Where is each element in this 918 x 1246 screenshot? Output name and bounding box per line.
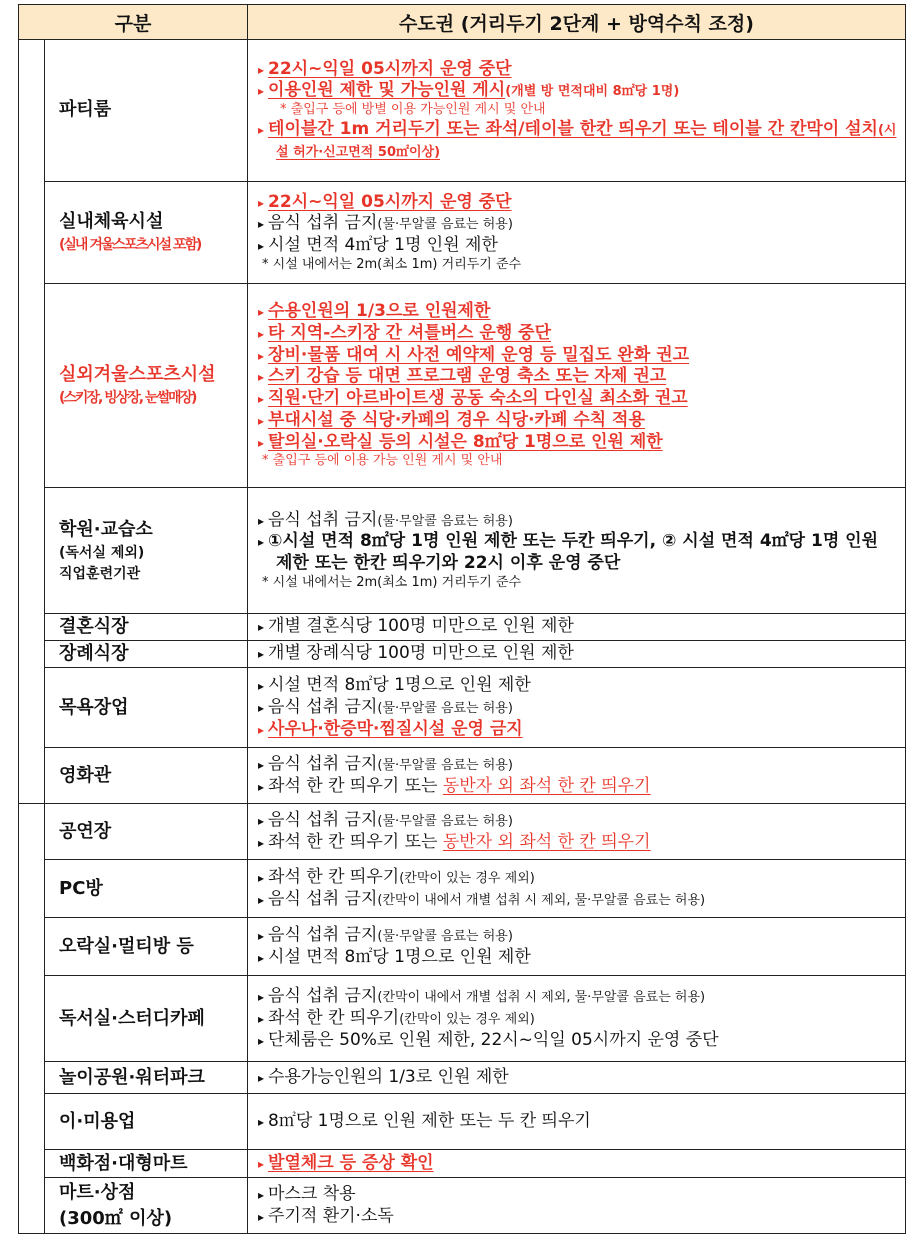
rule-line: ▸ 장비·물품 대여 시 사전 예약제 운영 등 밀집도 완화 권고	[258, 344, 690, 365]
category-name: PC방	[45, 860, 248, 918]
category-name: 학원·교습소 (독서실 제외) 직업훈련기관	[45, 488, 248, 614]
rule-line: ▸ 좌석 한 칸 띄우기 또는 동반자 외 좌석 한 칸 띄우기	[258, 831, 651, 852]
rule-line: ▸ 좌석 한 칸 띄우기(칸막이 있는 경우 제외)	[258, 866, 535, 887]
rule-cell	[248, 1178, 906, 1234]
rule-cell	[248, 614, 906, 641]
bullet-icon: ▸	[258, 835, 265, 850]
rule-line: ▸ 음식 섭취 금지(물·무알콜 음료는 허용)	[258, 696, 513, 717]
bullet-icon: ▸	[258, 950, 265, 965]
rule-line: ▸ 발열체크 등 증상 확인	[258, 1152, 434, 1173]
rule-line: ▸ 좌석 한 칸 띄우기(칸막이 있는 경우 제외)	[258, 1007, 535, 1028]
table-row	[19, 182, 906, 284]
bullet-icon: ▸	[258, 413, 265, 428]
rule-cell	[248, 1150, 906, 1178]
table-row	[19, 614, 906, 641]
bullet-icon: ▸	[258, 892, 265, 907]
table-row	[19, 748, 906, 804]
bullet-icon: ▸	[258, 620, 265, 635]
bullet-icon: ▸	[258, 348, 265, 363]
rule-line: ▸ 사우나·한증막·찜질시설 운영 금지	[258, 718, 523, 739]
bullet-icon: ▸	[258, 722, 265, 737]
rule-cell	[248, 668, 906, 748]
rule-line: ▸ 음식 섭취 금지(물·무알콜 음료는 허용)	[258, 809, 513, 830]
rule-cell	[248, 976, 906, 1062]
rule-line: ▸ 수용인원의 1/3으로 인원제한	[258, 301, 491, 322]
group-side-cell	[19, 40, 45, 804]
rule-cell	[248, 641, 906, 668]
rule-line: ▸ 음식 섭취 금지(물·무알콜 음료는 허용)	[258, 924, 513, 945]
table-header-row	[19, 5, 906, 40]
category-name: 놀이공원·워터파크	[45, 1062, 248, 1094]
bullet-icon: ▸	[258, 679, 265, 694]
rule-line: ▸ 시설 면적 8㎡당 1명으로 인원 제한	[258, 946, 531, 967]
rule-line: ▸ 마스크 착용	[258, 1183, 356, 1204]
table-row	[19, 860, 906, 918]
category-name: 백화점·대형마트	[45, 1150, 248, 1178]
bullet-icon: ▸	[258, 195, 265, 210]
rule-line: ▸ 시설 면적 8㎡당 1명으로 인원 제한	[258, 675, 531, 696]
category-sub: (실내 겨울스포츠시설 포함)	[59, 237, 201, 254]
rule-line: ▸ 탈의실·오락실 등의 시설은 8㎡당 1명으로 인원 제한	[258, 431, 663, 452]
bullet-icon: ▸	[258, 392, 265, 407]
category-sub: (독서실 제외)	[59, 545, 145, 562]
category-name: 마트·상점 (300㎡ 이상)	[45, 1178, 248, 1234]
table-row	[19, 1150, 906, 1178]
category-name: 영화관	[45, 748, 248, 804]
rule-cell	[248, 1062, 906, 1094]
rule-line: ▸ 음식 섭취 금지(칸막이 내에서 개별 섭취 시 제외, 물·무알콜 음료는 허용)	[258, 986, 706, 1007]
rule-cell	[248, 804, 906, 860]
bullet-icon: ▸	[258, 1070, 265, 1085]
category-sub: (300㎡ 이상)	[59, 1207, 173, 1229]
bullet-icon: ▸	[258, 928, 265, 943]
bullet-icon: ▸	[258, 700, 265, 715]
rule-line: ▸ 부대시설 중 식당·카페의 경우 식당·카페 수칙 적용	[258, 409, 645, 430]
rule-cell	[248, 748, 906, 804]
note-line: * 출입구 등에 이용 가능 인원 게시 및 안내	[262, 453, 503, 469]
table-row	[19, 976, 906, 1062]
table-row	[19, 1178, 906, 1234]
category-sub2: 직업훈련기관	[59, 565, 141, 582]
quarantine-rules-table	[18, 4, 906, 1234]
bullet-icon: ▸	[258, 1187, 265, 1202]
table-row	[19, 668, 906, 748]
table-row	[19, 641, 906, 668]
rule-line: ▸ 스키 강습 등 대면 프로그램 운영 축소 또는 자제 권고	[258, 366, 667, 387]
category-name: 오락실·멀티방 등	[45, 918, 248, 976]
bullet-icon: ▸	[258, 779, 265, 794]
note-line: * 출입구 등에 방별 이용 가능인원 게시 및 안내	[280, 102, 546, 118]
bullet-icon: ▸	[258, 84, 265, 99]
note-line: * 시설 내에서는 2m(최소 1m) 거리두기 준수	[262, 256, 522, 272]
bullet-icon: ▸	[258, 239, 265, 254]
rule-line: ▸ 22시~익일 05시까지 운영 중단	[258, 191, 512, 212]
category-name: 결혼식장	[45, 614, 248, 641]
rule-line: ▸ ①시설 면적 8㎡당 1명 인원 제한 또는 두칸 띄우기, ② 시설 면적 4㎡당 1명 인원 제한 또는 한칸 띄우기와 22시 이후 운영 중단	[258, 531, 878, 574]
category-name: 독서실·스터디카페	[45, 976, 248, 1062]
rule-cell	[248, 40, 906, 182]
rule-cell	[248, 488, 906, 614]
rule-cell	[248, 918, 906, 976]
bullet-icon: ▸	[258, 217, 265, 232]
table-row	[19, 284, 906, 488]
rule-line: ▸ 단체룸은 50%로 인원 제한, 22시~익일 05시까지 운영 중단	[258, 1029, 719, 1050]
bullet-icon: ▸	[258, 1114, 265, 1129]
header-capital-area: 수도권 (거리두기 2단계 + 방역수칙 조정)	[248, 5, 906, 40]
bullet-icon: ▸	[258, 513, 265, 528]
note-line: * 시설 내에서는 2m(최소 1m) 거리두기 준수	[262, 574, 522, 590]
table-row	[19, 1062, 906, 1094]
rule-line: ▸ 개별 장례식당 100명 미만으로 인원 제한	[258, 643, 574, 664]
category-name: 이·미용업	[45, 1094, 248, 1150]
table-row	[19, 804, 906, 860]
category-name: 공연장	[45, 804, 248, 860]
bullet-icon: ▸	[258, 647, 265, 662]
table-row	[19, 40, 906, 182]
rule-line: ▸ 타 지역-스키장 간 셔틀버스 운행 중단	[258, 322, 552, 343]
category-sub: (스키장, 빙상장, 눈썰매장)	[59, 390, 196, 407]
bullet-icon: ▸	[258, 1033, 265, 1048]
bullet-icon: ▸	[258, 1156, 265, 1171]
rule-line: ▸ 좌석 한 칸 띄우기 또는 동반자 외 좌석 한 칸 띄우기	[258, 775, 651, 796]
rule-line: ▸ 음식 섭취 금지(칸막이 내에서 개별 섭취 시 제외, 물·무알콜 음료는 허용)	[258, 888, 706, 909]
bullet-icon: ▸	[258, 757, 265, 772]
bullet-icon: ▸	[258, 813, 265, 828]
rule-line: ▸ 8㎡당 1명으로 인원 제한 또는 두 칸 띄우기	[258, 1110, 591, 1131]
category-name: 실외겨울스포츠시설 (스키장, 빙상장, 눈썰매장)	[45, 284, 248, 488]
table-row	[19, 918, 906, 976]
rule-line: ▸ 이용인원 제한 및 가능인원 게시(개별 방 면적대비 8㎡당 1명)	[258, 80, 680, 101]
rule-line: ▸ 시설 면적 4㎡당 1명 인원 제한	[258, 235, 498, 256]
category-name: 목욕장업	[45, 668, 248, 748]
bullet-icon: ▸	[258, 535, 265, 550]
rule-line: ▸ 개별 결혼식당 100명 미만으로 인원 제한	[258, 616, 574, 637]
rule-cell	[248, 284, 906, 488]
bullet-icon: ▸	[258, 1209, 265, 1224]
bullet-icon: ▸	[258, 990, 265, 1005]
rule-cell	[248, 182, 906, 284]
rule-cell	[248, 1094, 906, 1150]
bullet-icon: ▸	[258, 870, 265, 885]
group-side-cell	[19, 804, 45, 1234]
category-name: 장례식장	[45, 641, 248, 668]
rule-line: ▸ 음식 섭취 금지(물·무알콜 음료는 허용)	[258, 509, 513, 530]
table-row	[19, 1094, 906, 1150]
rule-line: ▸ 음식 섭취 금지(물·무알콜 음료는 허용)	[258, 213, 513, 234]
rule-line: ▸ 음식 섭취 금지(물·무알콜 음료는 허용)	[258, 753, 513, 774]
header-category: 구분	[19, 5, 248, 40]
rule-line: ▸ 22시~익일 05시까지 운영 중단	[258, 58, 512, 79]
bullet-icon: ▸	[258, 305, 265, 320]
table-row	[19, 488, 906, 614]
rule-line: ▸ 테이블간 1m 거리두기 또는 좌석/테이블 한칸 띄우기 또는 테이블 간 칸막이 설치(시설 허가·신고면적 50㎡이상)	[258, 118, 897, 160]
rule-cell	[248, 860, 906, 918]
bullet-icon: ▸	[258, 122, 265, 137]
rule-line: ▸ 수용가능인원의 1/3로 인원 제한	[258, 1066, 509, 1087]
bullet-icon: ▸	[258, 326, 265, 341]
bullet-icon: ▸	[258, 62, 265, 77]
category-name: 실내체육시설 (실내 겨울스포츠시설 포함)	[45, 182, 248, 284]
bullet-icon: ▸	[258, 1011, 265, 1026]
bullet-icon: ▸	[258, 370, 265, 385]
rule-line: ▸ 주기적 환기·소독	[258, 1205, 394, 1226]
bullet-icon: ▸	[258, 435, 265, 450]
rule-line: ▸ 직원·단기 아르바이트생 공동 숙소의 다인실 최소화 권고	[258, 388, 688, 409]
category-name: 파티룸	[45, 40, 248, 182]
